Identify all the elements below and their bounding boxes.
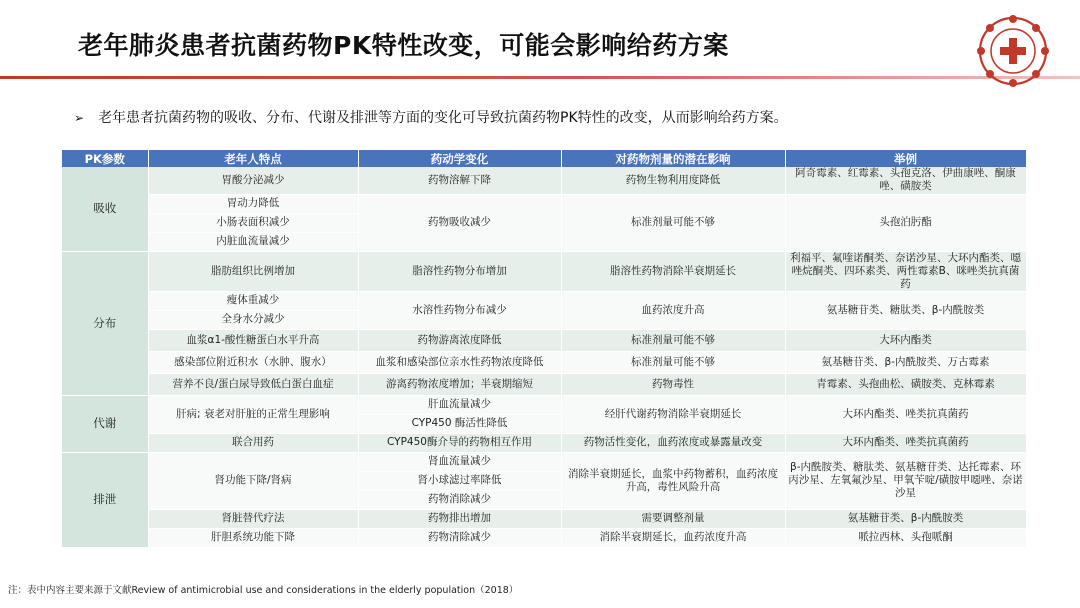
page-title: 老年肺炎患者抗菌药物PK特性改变，可能会影响给药方案	[78, 31, 729, 60]
param-excretion: 排泄	[62, 452, 148, 547]
pk-change-cell: CYP450酶介导的药物相互作用	[358, 433, 561, 452]
feature-cell: 血浆α1-酸性糖蛋白水平升高	[148, 329, 358, 351]
pk-change-cell: 肾血流量减少	[358, 452, 561, 471]
feature-cell: 脂肪组织比例增加	[148, 251, 358, 291]
header-examples: 举例	[785, 150, 1026, 167]
example-cell: 大环内酯类、唑类抗真菌药	[785, 395, 1026, 433]
example-cell: 氨基糖苷类、β-内酰胺类	[785, 509, 1026, 528]
table-row	[62, 433, 1026, 452]
feature-cell: 营养不良/蛋白尿导致低白蛋白血症	[148, 373, 358, 395]
feature-cell: 瘦体重减少	[148, 291, 358, 310]
source-footnote: 注：表中内容主要来源于文献Review of antimicrobial use and considerations in the elderly population（2018）	[8, 585, 519, 596]
table-header-row	[62, 150, 1026, 167]
pk-change-cell: 血浆和感染部位亲水性药物浓度降低	[358, 351, 561, 373]
feature-cell: 联合用药	[148, 433, 358, 452]
pk-change-cell: 药物吸收减少	[358, 194, 561, 251]
impact-cell: 脂溶性药物消除半衰期延长	[561, 251, 785, 291]
impact-cell: 需要调整剂量	[561, 509, 785, 528]
impact-cell: 标准剂量可能不够	[561, 329, 785, 351]
pk-change-cell: 脂溶性药物分布增加	[358, 251, 561, 291]
example-cell: 青霉素、头孢曲松、磺胺类、克林霉素	[785, 373, 1026, 395]
arrow-bullet-icon: ➢	[74, 111, 85, 125]
feature-cell: 肾脏替代疗法	[148, 509, 358, 528]
header-pk-param: PK参数	[62, 150, 148, 167]
table-row	[62, 329, 1026, 351]
impact-cell: 药物生物利用度降低	[561, 167, 785, 194]
university-hospital-logo	[976, 14, 1050, 88]
example-cell: β-内酰胺类、糖肽类、氨基糖苷类、达托霉素、环丙沙星、左氧氟沙星、甲氧苄啶/磺胺甲噁唑、奈诺沙星	[785, 452, 1026, 509]
table-row	[62, 528, 1026, 547]
feature-cell: 全身水分减少	[148, 310, 358, 329]
table-row	[62, 509, 1026, 528]
impact-cell: 标准剂量可能不够	[561, 351, 785, 373]
feature-cell: 肾功能下降/肾病	[148, 452, 358, 509]
feature-cell: 内脏血流量减少	[148, 232, 358, 251]
header-elderly-feature: 老年人特点	[148, 150, 358, 167]
pk-changes-table	[62, 150, 1027, 548]
impact-cell: 消除半衰期延长，血浆中药物蓄积，血药浓度升高，毒性风险升高	[561, 452, 785, 509]
impact-cell: 消除半衰期延长，血药浓度升高	[561, 528, 785, 547]
example-cell: 氨基糖苷类、β-内酰胺类、万古霉素	[785, 351, 1026, 373]
feature-cell: 肝胆系统功能下降	[148, 528, 358, 547]
pk-change-cell: 肝血流量减少	[358, 395, 561, 414]
table-row	[62, 351, 1026, 373]
table-row	[62, 373, 1026, 395]
summary-bullet	[74, 107, 788, 127]
pk-change-cell: CYP450 酶活性降低	[358, 414, 561, 433]
example-cell: 氨基糖苷类、糖肽类、β-内酰胺类	[785, 291, 1026, 329]
example-cell: 哌拉西林、头孢哌酮	[785, 528, 1026, 547]
param-distribution: 分布	[62, 251, 148, 395]
table-row	[62, 291, 1026, 310]
feature-cell: 胃动力降低	[148, 194, 358, 213]
feature-cell: 小肠表面积减少	[148, 213, 358, 232]
impact-cell: 药物毒性	[561, 373, 785, 395]
example-cell: 头孢泊肟酯	[785, 194, 1026, 251]
table-row	[62, 395, 1026, 414]
pk-change-cell: 药物清除减少	[358, 528, 561, 547]
pk-change-cell: 水溶性药物分布减少	[358, 291, 561, 329]
pk-change-cell: 游离药物浓度增加；半衰期缩短	[358, 373, 561, 395]
impact-cell: 血药浓度升高	[561, 291, 785, 329]
pk-change-cell: 药物溶解下降	[358, 167, 561, 194]
summary-text: 老年患者抗菌药物的吸收、分布、代谢及排泄等方面的变化可导致抗菌药物PK特性的改变，从而影响给药方案。	[98, 110, 788, 126]
example-cell: 大环内酯类	[785, 329, 1026, 351]
table-row	[62, 251, 1026, 291]
impact-cell: 药物活性变化，血药浓度或暴露量改变	[561, 433, 785, 452]
table-row	[62, 452, 1026, 471]
feature-cell: 感染部位附近积水（水肿、腹水）	[148, 351, 358, 373]
title-underline	[0, 76, 1080, 79]
param-metabolism: 代谢	[62, 395, 148, 452]
table-row	[62, 167, 1026, 194]
example-cell: 阿奇霉素、红霉素、头孢克洛、伊曲康唑、酮康唑、磺胺类	[785, 167, 1026, 194]
example-cell: 大环内酯类、唑类抗真菌药	[785, 433, 1026, 452]
example-cell: 利福平、氟喹诺酮类、奈诺沙星、大环内酯类、噁唑烷酮类、四环素类、两性霉素B、咪唑类抗真菌药	[785, 251, 1026, 291]
pk-change-cell: 药物排出增加	[358, 509, 561, 528]
table-row	[62, 194, 1026, 213]
pk-change-cell: 药物消除减少	[358, 490, 561, 509]
feature-cell: 肝病; 衰老对肝脏的正常生理影响	[148, 395, 358, 433]
header-dose-impact: 对药物剂量的潜在影响	[561, 150, 785, 167]
feature-cell: 胃酸分泌减少	[148, 167, 358, 194]
header-pk-change: 药动学变化	[358, 150, 561, 167]
impact-cell: 经肝代谢药物消除半衰期延长	[561, 395, 785, 433]
param-absorption: 吸收	[62, 167, 148, 251]
pk-change-cell: 药物游离浓度降低	[358, 329, 561, 351]
impact-cell: 标准剂量可能不够	[561, 194, 785, 251]
pk-change-cell: 肾小球滤过率降低	[358, 471, 561, 490]
